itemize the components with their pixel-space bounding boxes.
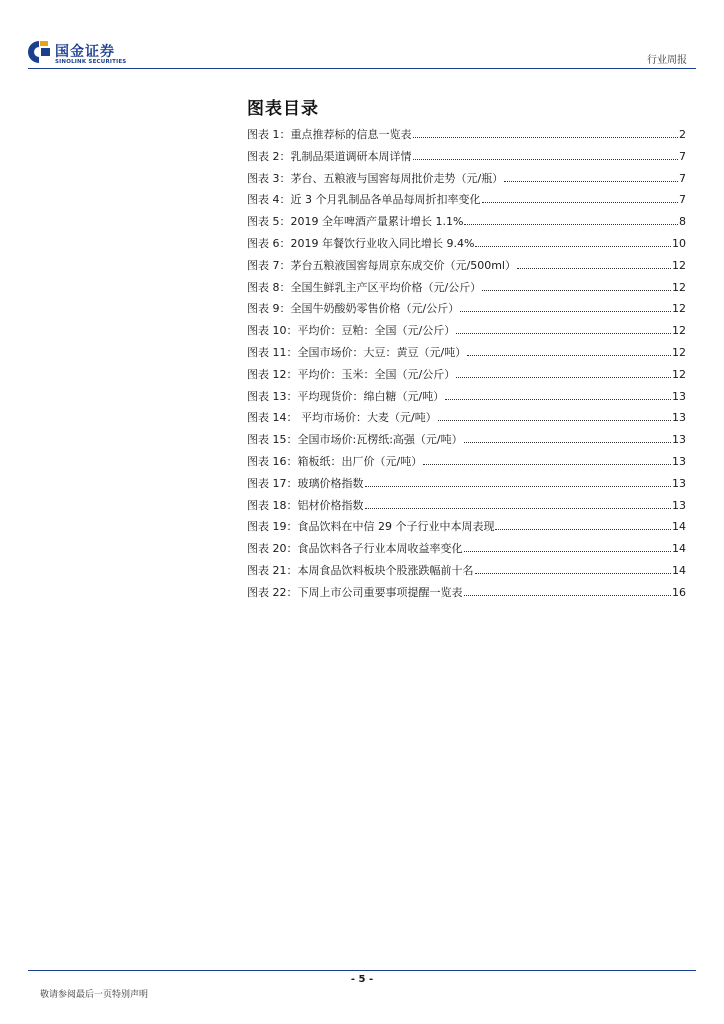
toc-entry-page[interactable]: 12	[672, 280, 686, 294]
toc-entry[interactable]	[247, 255, 686, 277]
toc-leader-dots	[475, 246, 671, 247]
toc-leader-dots	[445, 399, 671, 400]
toc-title: 图表目录	[247, 99, 319, 119]
toc-entry[interactable]	[247, 495, 686, 517]
toc-entry-label[interactable]: 图表 4：近 3 个月乳制品各单品每周折扣率变化	[247, 193, 481, 207]
toc-leader-dots	[413, 159, 679, 160]
toc-entry-page[interactable]: 14	[672, 563, 686, 577]
toc-leader-dots	[482, 290, 671, 291]
toc-entry-label[interactable]: 图表 22：下周上市公司重要事项提醒一览表	[247, 585, 463, 599]
toc-entry[interactable]	[247, 168, 686, 190]
toc-entry[interactable]	[247, 124, 686, 146]
toc-list	[247, 124, 686, 604]
footer-divider	[28, 970, 696, 971]
toc-entry-page[interactable]: 12	[672, 302, 686, 316]
toc-leader-dots	[460, 311, 671, 312]
toc-entry-label[interactable]: 图表 2：乳制品渠道调研本周详情	[247, 149, 412, 163]
toc-entry[interactable]	[247, 516, 686, 538]
toc-entry-page[interactable]: 12	[672, 324, 686, 338]
toc-entry-label[interactable]: 图表 21：本周食品饮料板块个股涨跌幅前十名	[247, 563, 474, 577]
toc-entry[interactable]	[247, 473, 686, 495]
toc-entry-page[interactable]: 10	[672, 236, 686, 250]
toc-entry-page[interactable]: 12	[672, 367, 686, 381]
toc-entry-page[interactable]: 14	[672, 542, 686, 556]
toc-leader-dots	[365, 486, 672, 487]
toc-entry[interactable]	[247, 233, 686, 255]
toc-entry-page[interactable]: 16	[672, 585, 686, 599]
toc-entry-page[interactable]: 8	[679, 215, 686, 229]
toc-entry[interactable]	[247, 407, 686, 429]
toc-leader-dots	[517, 268, 671, 269]
toc-entry-label[interactable]: 图表 3：茅台、五粮液与国窖每周批价走势（元/瓶）	[247, 171, 504, 185]
toc-entry-page[interactable]: 13	[672, 411, 686, 425]
toc-entry-label[interactable]: 图表 19：食品饮料在中信 29 个子行业中本周表现	[247, 520, 495, 534]
page-header	[0, 0, 724, 70]
toc-entry-label[interactable]: 图表 18：铝材价格指数	[247, 498, 364, 512]
toc-entry-label[interactable]: 图表 12：平均价：玉米：全国（元/公斤）	[247, 367, 456, 381]
toc-entry[interactable]	[247, 211, 686, 233]
toc-entry-page[interactable]: 13	[672, 433, 686, 447]
toc-entry-label[interactable]: 图表 1：重点推荐标的信息一览表	[247, 128, 412, 141]
toc-entry-page[interactable]: 7	[679, 149, 686, 163]
header-divider	[28, 68, 696, 69]
toc-leader-dots	[464, 595, 672, 596]
sinolink-logo-icon	[28, 40, 50, 64]
toc-entry-page[interactable]: 7	[679, 171, 686, 185]
toc-entry-label[interactable]: 图表 7：茅台五粮液国窖每周京东成交价（元/500ml）	[247, 258, 516, 272]
toc-entry-label[interactable]: 图表 15：全国市场价:瓦楞纸:高强（元/吨）	[247, 433, 463, 447]
toc-entry-label[interactable]: 图表 5：2019 全年啤酒产量累计增长 1.1%	[247, 215, 464, 229]
toc-entry-label[interactable]: 图表 8：全国生鲜乳主产区平均价格（元/公斤）	[247, 280, 482, 294]
toc-leader-dots	[464, 551, 672, 552]
toc-leader-dots	[438, 420, 671, 421]
toc-entry-label[interactable]: 图表 16：箱板纸：出厂价（元/吨）	[247, 454, 423, 468]
toc-entry[interactable]	[247, 538, 686, 560]
toc-entry-page[interactable]: 2	[679, 128, 686, 141]
toc-entry-label[interactable]: 图表 17：玻璃价格指数	[247, 476, 364, 490]
toc-entry-page[interactable]: 14	[672, 520, 686, 534]
toc-entry-label[interactable]: 图表 6：2019 年餐饮行业收入同比增长 9.4%	[247, 236, 475, 250]
toc-entry-label[interactable]: 图表 11：全国市场价：大豆：黄豆（元/吨）	[247, 345, 467, 359]
toc-entry-label[interactable]: 图表 13：平均现货价：绵白糖（元/吨）	[247, 389, 445, 403]
toc-leader-dots	[482, 202, 679, 203]
disclaimer-note: 敬请参阅最后一页特别声明	[40, 990, 149, 1000]
toc-leader-dots	[456, 377, 671, 378]
toc-leader-dots	[456, 333, 671, 334]
toc-entry[interactable]	[247, 189, 686, 211]
toc-entry-page[interactable]: 13	[672, 476, 686, 490]
brand-name-en: SINOLINK SECURITIES	[55, 59, 127, 65]
page-number: - 5 -	[350, 974, 374, 985]
toc-entry[interactable]	[247, 298, 686, 320]
toc-leader-dots	[467, 355, 671, 356]
toc-leader-dots	[495, 529, 671, 530]
toc-entry[interactable]	[247, 364, 686, 386]
toc-entry-label[interactable]: 图表 14： 平均市场价：大麦（元/吨）	[247, 411, 437, 425]
toc-leader-dots	[423, 464, 671, 465]
toc-entry-label[interactable]: 图表 9：全国牛奶酸奶零售价格（元/公斤）	[247, 302, 460, 316]
toc-entry-page[interactable]: 13	[672, 454, 686, 468]
toc-leader-dots	[365, 508, 672, 509]
toc-entry[interactable]	[247, 386, 686, 408]
toc-entry[interactable]	[247, 429, 686, 451]
toc-entry[interactable]	[247, 560, 686, 582]
toc-entry[interactable]	[247, 451, 686, 473]
toc-entry-page[interactable]: 13	[672, 389, 686, 403]
brand-name-cn: 国金证券	[55, 44, 115, 60]
toc-entry[interactable]	[247, 146, 686, 168]
toc-entry[interactable]	[247, 582, 686, 604]
toc-leader-dots	[464, 442, 671, 443]
toc-leader-dots	[413, 137, 679, 138]
toc-entry-page[interactable]: 7	[679, 193, 686, 207]
toc-entry-page[interactable]: 12	[672, 258, 686, 272]
toc-entry[interactable]	[247, 277, 686, 299]
toc-entry-page[interactable]: 12	[672, 345, 686, 359]
toc-leader-dots	[464, 224, 678, 225]
toc-leader-dots	[504, 181, 678, 182]
toc-entry[interactable]	[247, 342, 686, 364]
toc-entry[interactable]	[247, 320, 686, 342]
toc-entry-page[interactable]: 13	[672, 498, 686, 512]
toc-leader-dots	[475, 573, 672, 574]
toc-entry-label[interactable]: 图表 20：食品饮料各子行业本周收益率变化	[247, 542, 463, 556]
toc-entry-label[interactable]: 图表 10：平均价：豆粕：全国（元/公斤）	[247, 324, 456, 338]
report-type: 行业周报	[647, 55, 687, 66]
